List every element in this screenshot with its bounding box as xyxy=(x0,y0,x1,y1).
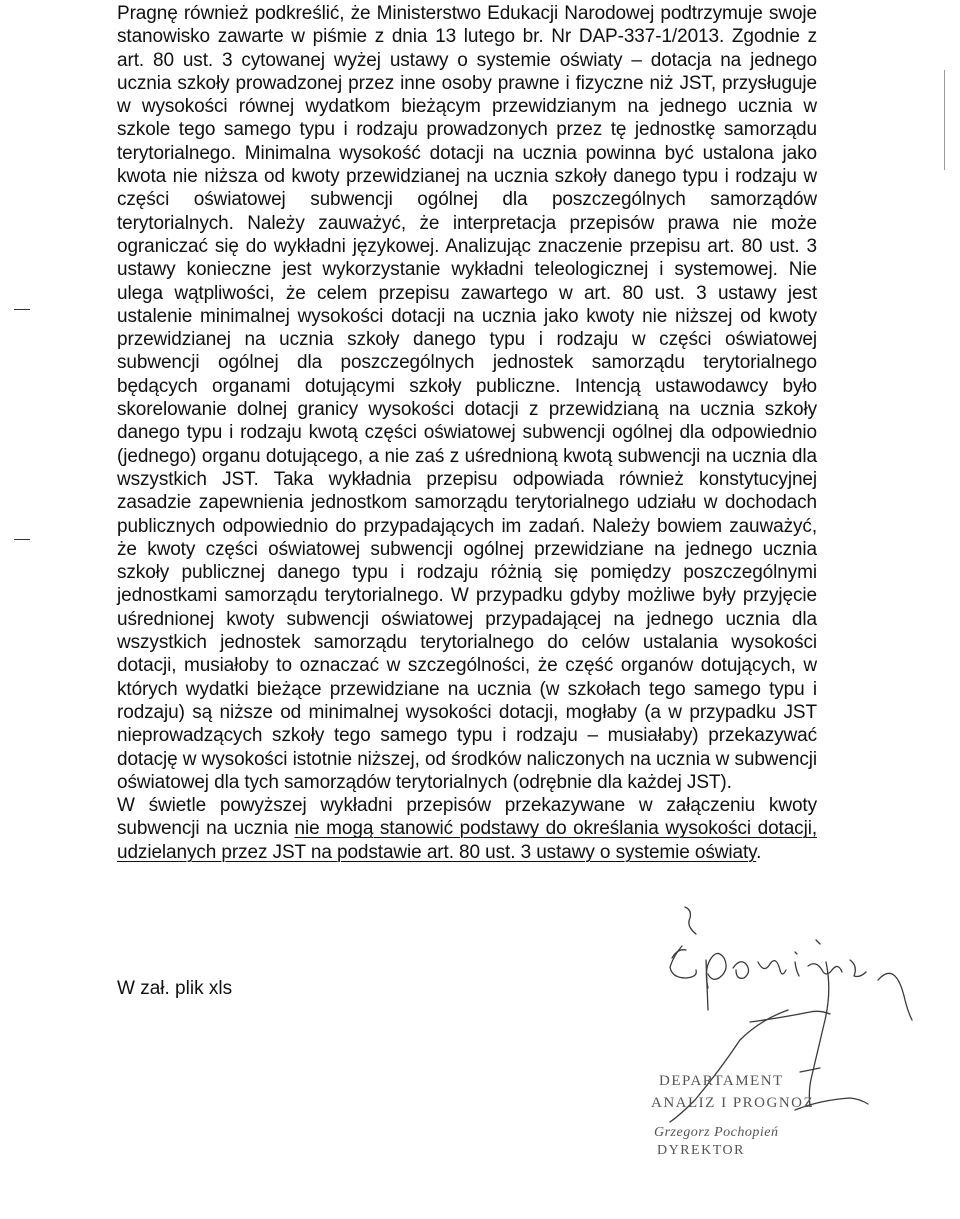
paragraph-conclusion xyxy=(117,794,817,864)
attachment-note: W zał. plik xls xyxy=(117,978,233,999)
stamp-signatory-title: DYREKTOR xyxy=(657,1143,745,1158)
stamp-signatory-name: Grzegorz Pochopień xyxy=(654,1125,779,1140)
letter-body xyxy=(117,2,817,864)
conclusion-lead: W świetle powyższej wykładni przepisów przekazywane w załączeniu kwoty subwencji na ucznia xyxy=(117,795,817,840)
margin-dash-mark xyxy=(14,539,30,540)
conclusion-end: . xyxy=(756,841,762,863)
scan-edge-mark xyxy=(944,70,945,170)
stamp-department-line-2: ANALIZ I PROGNOZ xyxy=(651,1095,815,1111)
stamp-department-line-1: DEPARTAMENT xyxy=(659,1073,784,1089)
paragraph-interpretation: Pragnę również podkreślić, że Ministerstwo Edukacji Narodowej podtrzymuje swoje stanowisko zawarte w piśmie z dnia 13 lutego br. Nr DAP-337-1/2013. Zgodnie z art. 80 ust. 3 cytowanej wyżej ustawy o systemie oświaty – dotacja na jednego ucznia szkoły prowadzonej przez inne osoby prawne i fizyczne niż JST, przysługuje w wysokości równej wydatkom bieżącym przewidzianym na jednego ucznia w szkole tego samego typu i rodzaju prowadzonych przez tę jednostkę samorządu terytorialnego. Minimalna wysokość dotacji na ucznia powinna być ustalona jako kwota nie niższa od kwoty przewidzianej na ucznia szkoły danego typu i rodzaju w części oświatowej subwencji ogólnej dla poszczególnych samorządów terytorialnych. Należy zauważyć, że interpretacja przepisów prawa nie może ograniczać się do wykładni językowej. Analizując znaczenie przepisu art. 80 ust. 3 ustawy konieczne jest wykorzystanie wykładni teleologicznej i systemowej. Nie ulega wątpliwości, że celem przepisu zawartego w art. 80 ust. 3 ustawy jest ustalenie minimalnej wysokości dotacji na ucznia jako kwoty nie niższej od kwoty przewidzianej na ucznia szkoły danego typu i rodzaju w części oświatowej subwencji ogólnej dla poszczególnych jednostek samorządu terytorialnego będących organami dotującymi szkoły publiczne. Intencją ustawodawcy było skorelowanie dolnej granicy wysokości dotacji z przewidzianą na ucznia szkoły danego typu i rodzaju kwotą części oświatowej subwencji ogólnej dla odpowiednio (jednego) organu dotującego, a nie zaś z uśrednioną kwotą subwencji na ucznia dla wszystkich JST. Taka wykładnia przepisu odpowiada również konstytucyjnej zasadzie zapewnienia jednostkom samorządu terytorialnego udziału w dochodach publicznych odpowiednio do przypadających im zadań. Należy bowiem zauważyć, że kwoty części oświatowej subwencji ogólnej przewidziane na jednego ucznia szkoły publicznej danego typu i rodzaju różnią się pomiędzy poszczególnymi jednostkami samorządu terytorialnego. W przypadku gdyby możliwe były przyjęcie uśrednionej kwoty subwencji oświatowej przypadającej na jednego ucznia dla wszystkich jednostek samorządu terytorialnego do celów ustalania wysokości dotacji, musiałoby to oznaczać w szczególności, że część organów dotujących, w których wydatki bieżące przewidziane na ucznia (w szkołach tego samego typu i rodzaju) są niższe od minimalnej wysokości dotacji, mogłaby (a w przypadku JST nieprowadzących szkoły tego samego typu i rodzaju – musiałaby) przekazywać dotację w wysokości istotnie niższej, od środków naliczonych na ucznia w subwencji oświatowej dla tych samorządów terytorialnych (odrębnie dla każdej JST). xyxy=(117,3,817,793)
margin-dash-mark xyxy=(14,309,30,310)
conclusion-underlined: nie mogą stanowić podstawy do określania wysokości dotacji, udzielanych przez JST na podstawie art. 80 ust. 3 ustawy o systemie oświaty xyxy=(117,818,818,863)
